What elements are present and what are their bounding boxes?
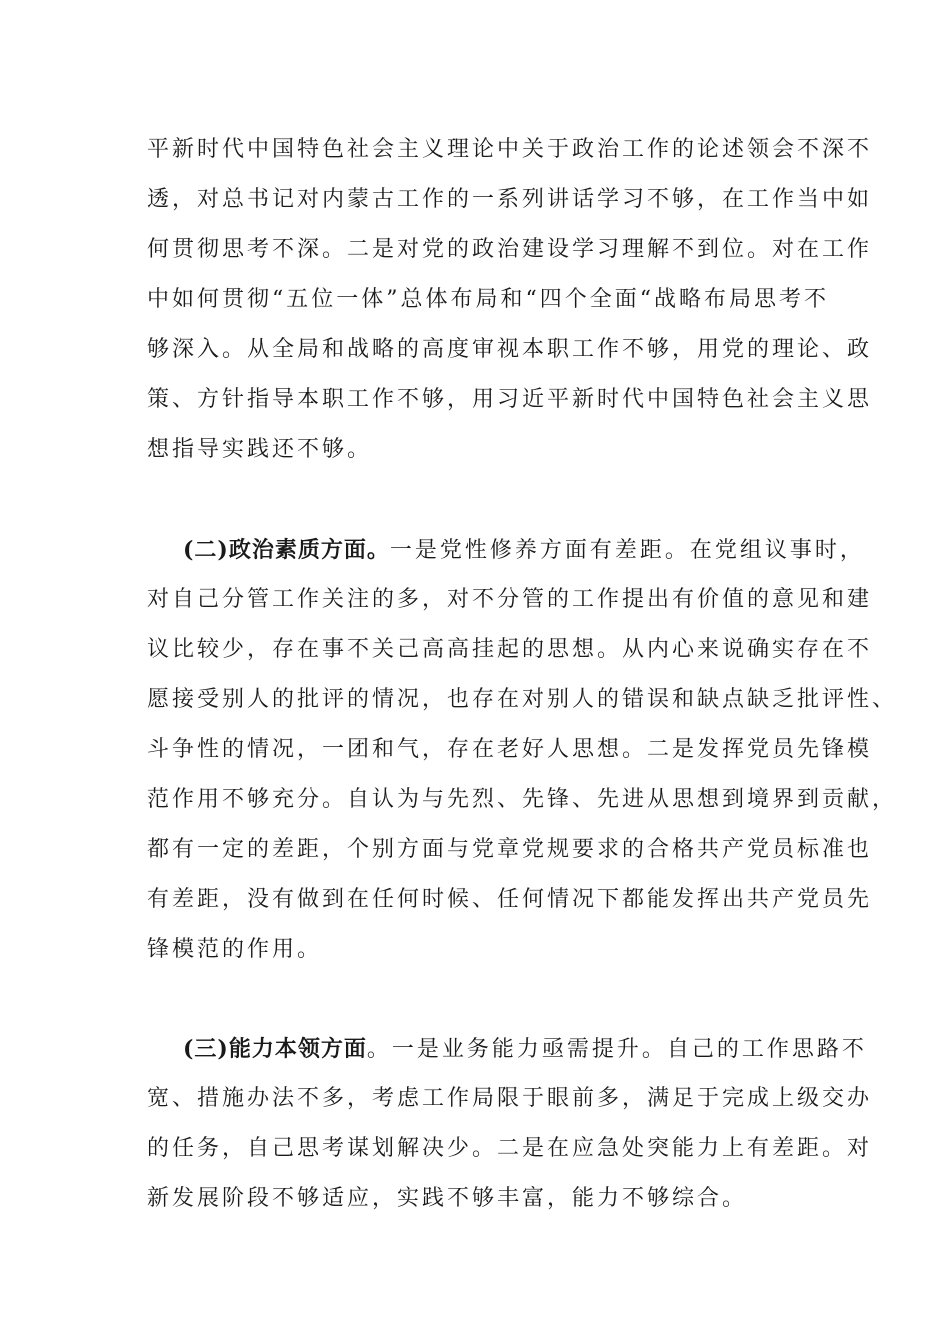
section-heading: (三)能力本领方面 [183,1036,367,1062]
paragraph-political-theory [147,125,873,475]
text-line: 新发展阶段不够适应，实践不够丰富，能力不够综合。 [147,1186,748,1211]
paragraph-political-quality [147,525,898,975]
section-heading: (二)政治素质方面。 [183,537,390,563]
text-run: 一是党性修养方面有差距。在党组议事时， [389,538,865,563]
text-line: 透，对总书记对内蒙古工作的一系列讲话学习不够，在工作当中如 [147,187,873,212]
text-line-first [147,525,865,575]
text-line: 中如何贯彻“五位一体”总体布局和“四个全面“战略布局思考不 [147,287,829,312]
text-line: 何贯彻思考不深。二是对党的政治建设学习理解不到位。对在工作 [147,237,873,262]
text-run: 。一是业务能力亟需提升。自己的工作思路不 [366,1037,867,1062]
text-line: 够深入。从全局和战略的高度审视本职工作不够，用党的理论、政 [147,337,873,362]
text-line: 愿接受别人的批评的情况，也存在对别人的错误和缺点缺乏批评性、 [147,687,898,712]
text-line: 平新时代中国特色社会主义理论中关于政治工作的论述领会不深不 [147,137,873,162]
text-line: 对自己分管工作关注的多，对不分管的工作提出有价值的意见和建 [147,587,873,612]
text-line: 宽、措施办法不多，考虑工作局限于眼前多，满足于完成上级交办 [147,1086,873,1111]
text-line: 的任务，自己思考谋划解决少。二是在应急处突能力上有差距。对 [147,1136,873,1161]
text-line: 议比较少，存在事不关己高高挂起的思想。从内心来说确实存在不 [147,637,873,662]
text-line: 锋模范的作用。 [147,937,323,962]
paragraph-ability [147,1024,873,1224]
text-line: 想指导实践还不够。 [147,437,373,462]
text-line: 都有一定的差距，个别方面与党章党规要求的合格共产党员标准也 [147,837,873,862]
text-line: 策、方针指导本职工作不够，用习近平新时代中国特色社会主义思 [147,387,873,412]
text-line: 斗争性的情况，一团和气，存在老好人思想。二是发挥党员先锋模 [147,737,873,762]
text-line: 有差距，没有做到在任何时候、任何情况下都能发挥出共产党员先 [147,887,873,912]
text-line: 范作用不够充分。自认为与先烈、先锋、先进从思想到境界到贡献， [147,787,898,812]
text-line-first [147,1024,867,1074]
